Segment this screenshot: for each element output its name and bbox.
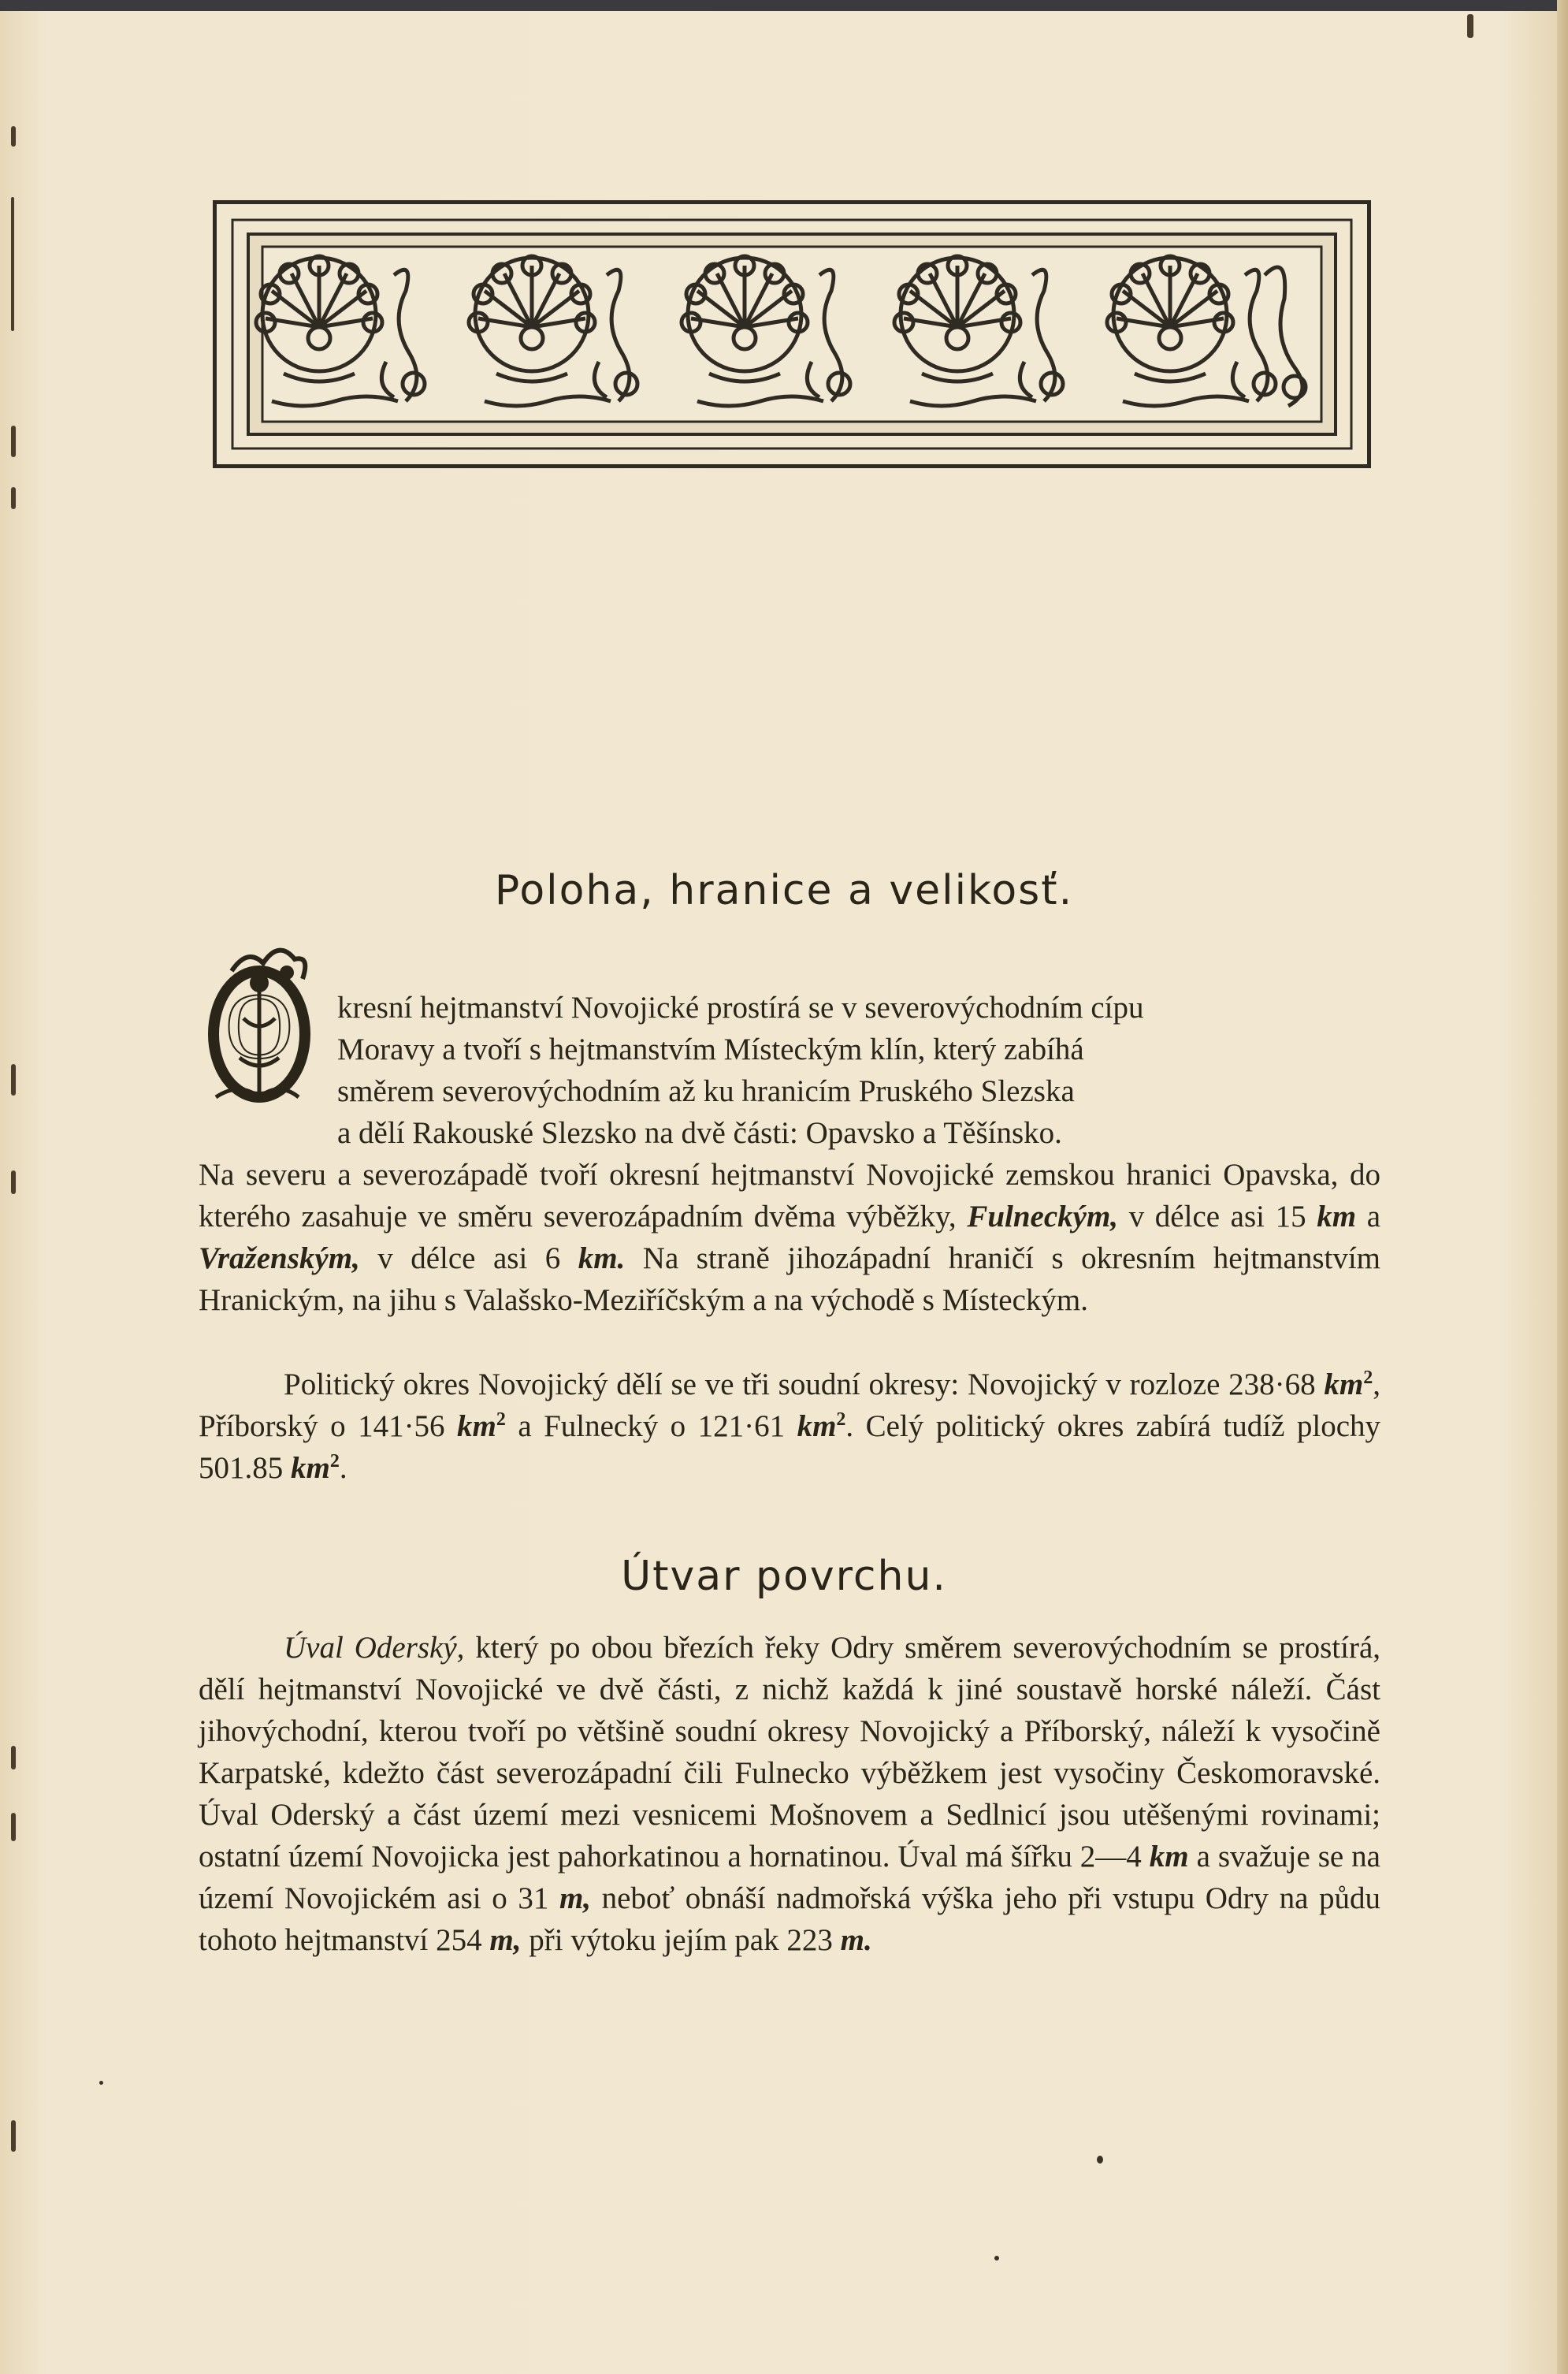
ink-speck [1097,2156,1103,2164]
scan-right-edge [1557,0,1568,2374]
place-name-italic: Fulneckým, [967,1200,1119,1234]
unit-km: km [1317,1200,1357,1234]
term-italic: Úval Oderský, [284,1631,465,1665]
unit-km2: km [291,1451,330,1485]
margin-mark [11,197,14,331]
text-run: v délce asi 6 [377,1241,561,1275]
section-heading-utvar: Útvar povrchu. [621,1553,947,1600]
unit-km: km [1149,1840,1189,1874]
ink-speck [99,2081,103,2085]
text-run: Politický okres Novojický dělí se ve tři soudní okresy: Novojický v rozloze 238·68 [284,1367,1316,1401]
dropcap-letter: O [225,973,294,1078]
text-run: . [339,1451,347,1485]
superscript: 2 [836,1409,846,1430]
text-line: a dělí Rakouské Slezsko na dvě části: Opavsko a Těšínsko. [337,1116,1062,1150]
paragraph-utvar-povrchu [199,1627,1380,1961]
text-line: kresní hejtmanství Novojické prostírá se v severovýchodním cípu [337,991,1144,1025]
unit-km2: km [797,1409,837,1443]
text-run: neboť obnáší nadmořská výška jeho při vstupu Odry na půdu tohoto hejtmanství 254 [199,1881,1380,1957]
text-run: v délce asi 15 [1128,1200,1306,1234]
unit-m: m. [840,1923,872,1957]
text-run: a Fulnecký o 121·61 [518,1409,786,1443]
section-heading-poloha: Poloha, hranice a velikosť. [494,867,1074,914]
unit-m: m, [489,1923,522,1957]
text-run: a [1366,1200,1381,1234]
margin-mark [11,2120,16,2152]
place-name-italic: Vraženským, [199,1241,360,1275]
text-run: který po obou březích řeky Odry směrem severovýchodním se prostírá, dělí hejtmanství Novojické ve dvě části, z nichž každá k jiné soustavě horské náleží. Část jihovýchodní, kterou tvoří po většině soudní okresy Novojický a Příborský, náleží k vysočině Karpatské, kdežto část severozápadní čili Fulnecko výběžkem jest vysočiny Českomoravské. Úval Oderský a část území mezi vesnicemi Mošnovem a Sedlnicí jsou utěšenými rovinami; ostatní území Novojicka jest pahorkatinou a hornatinou. Úval má šířku 2—4 [199,1631,1381,1874]
paragraph-soudni-okresy [199,1364,1380,1489]
margin-mark [11,1064,16,1096]
unit-km: km. [578,1241,626,1275]
superscript: 2 [496,1409,506,1430]
text-run: . Celý politický okres zabírá tudíž plochy 501.85 [199,1409,1381,1485]
ink-speck [994,2256,999,2261]
text-run: a svažuje se na území Novojickém asi o 31 [199,1840,1380,1915]
paragraph-poloha [199,987,1380,1321]
margin-mark [1467,14,1473,38]
superscript: 2 [1363,1367,1373,1388]
text-run: při výtoku jejím pak 223 [529,1923,833,1957]
unit-km2: km [1324,1367,1364,1401]
text-run: , Příborský o 141·56 [199,1367,1381,1443]
text-run: Na severu a severozápadě tvoří okresní hejtmanství Novojické zemskou hranici Opavska, do kterého zasahuje ve směru severozápadním dvěma výběžky, [199,1158,1380,1234]
margin-mark [11,1170,16,1194]
margin-mark [11,126,16,147]
text-line: Moravy a tvoří s hejtmanstvím Místeckým klín, který zabíhá [337,1033,1084,1066]
margin-mark [11,487,16,509]
superscript: 2 [329,1451,340,1472]
scan-top-edge [0,0,1568,11]
unit-m: m, [559,1881,592,1915]
text-run: Na straně jihozápadní hraničí s okresním hejtmanstvím Hranickým, na jihu s Valašsko-Meziříčským a na východě s Místeckým. [199,1241,1381,1317]
margin-mark [11,1746,16,1769]
text-line: směrem severovýchodním až ku hranicím Pruského Slezska [337,1074,1075,1108]
palmette-frieze [217,204,1367,464]
header-ornament [213,200,1371,468]
margin-mark [11,1813,16,1841]
unit-km2: km [457,1409,496,1443]
margin-mark [11,426,16,457]
